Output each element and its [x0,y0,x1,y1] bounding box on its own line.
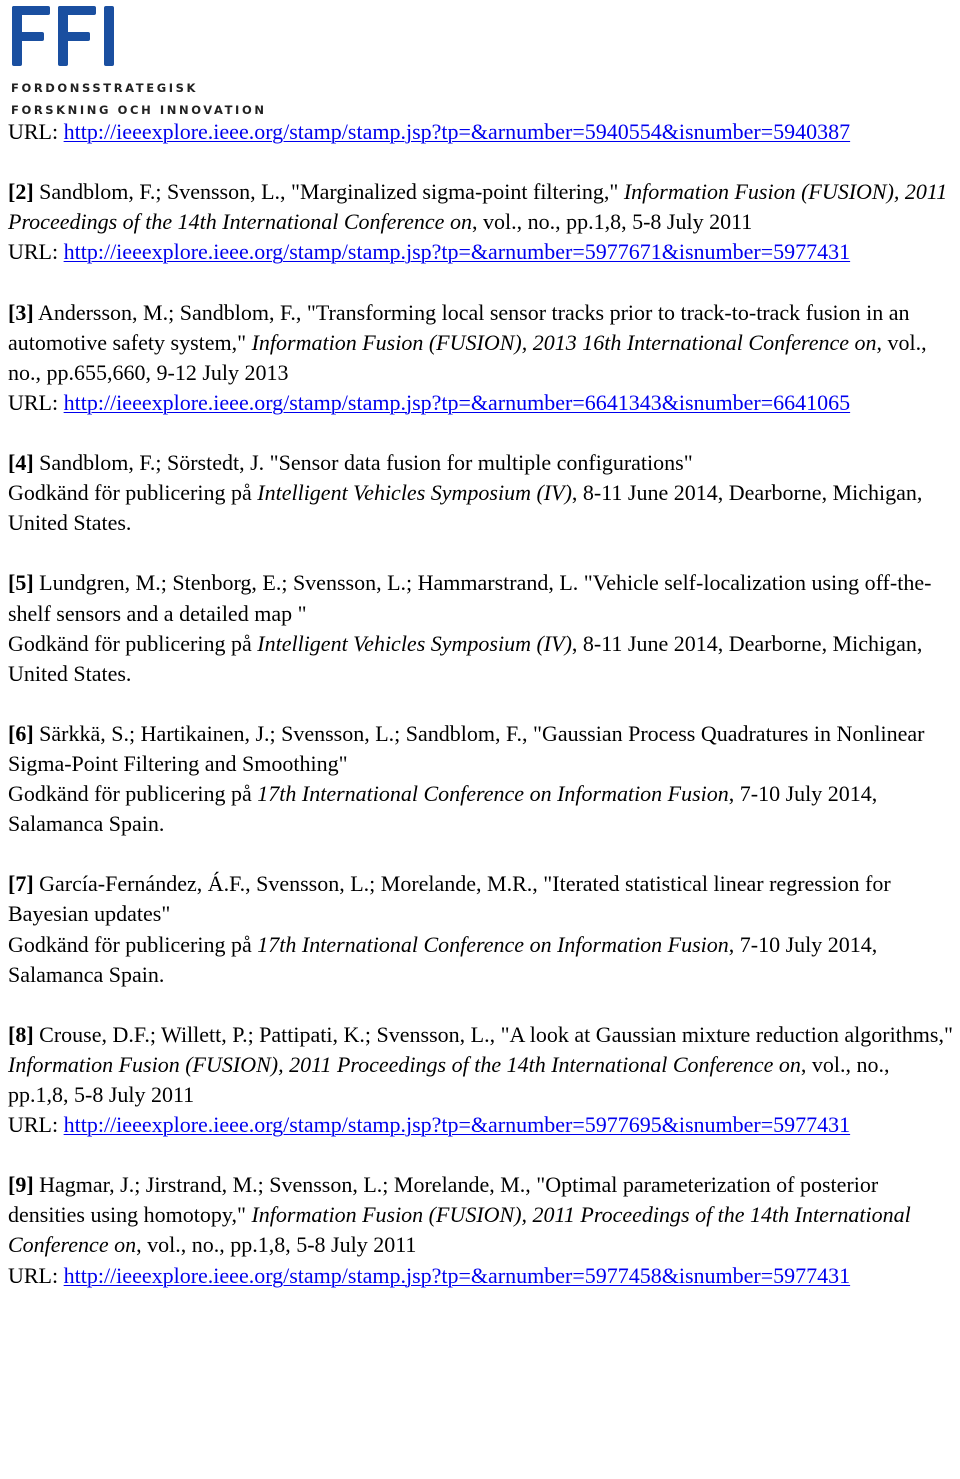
reference-item [8,177,954,267]
ref-venue: Information Fusion (FUSION), 2013 16th International Conference on [251,329,877,355]
ieee-link[interactable]: http://ieeexplore.ieee.org/stamp/stamp.jsp?tp=&arnumber=5977458&isnumber=5977431 [63,1262,851,1288]
ref-details: , 8-11 June 2014, Dearborne, Michigan, United States. [8,630,923,686]
reference-item [8,1170,954,1290]
ref-number: [5] [8,570,34,596]
ref-venue: Information Fusion (FUSION), 2011 Proceedings of the 14th International Conference on [8,1051,801,1077]
ffi-logo [6,2,267,118]
ref-approval: Godkänd för publicering på [8,630,258,656]
ref-venue: 17th International Conference on Information Fusion [257,931,729,957]
ref-number: [7] [8,871,34,897]
ref-number: [4] [8,450,34,476]
ref-venue: Information Fusion (FUSION), 2011 Proceedings of the 14th International Conference on [8,179,948,235]
ref-authors-title: Lundgren, M.; Stenborg, E.; Svensson, L.; Hammarstrand, L. "Vehicle self-localization using off-the-shelf sensors and a detailed map " [8,570,932,626]
ref-venue: Information Fusion (FUSION), 2011 Proceedings of the 14th International Conference on [8,1202,911,1258]
ref-details: , vol., no., pp.655,660, 9-12 July 2013 [8,329,927,385]
url-prefix: URL: [8,389,64,415]
ref-number: [3] [8,299,34,325]
reference-item [8,448,954,538]
ref-authors-title: Särkkä, S.; Hartikainen, J.; Svensson, L.; Sandblom, F., "Gaussian Process Quadratures in Nonlinear Sigma-Point Filtering and Smoothing" [8,720,925,776]
url-prefix: URL: [8,119,64,144]
ref-details: , vol., no., pp.1,8, 5-8 July 2011 [8,1051,890,1107]
ref-authors-title: Andersson, M.; Sandblom, F., "Transforming local sensor tracks prior to track-to-track fusion in an automotive safety system," [8,299,910,355]
ref-approval: Godkänd för publicering på [8,480,258,506]
ref-authors-title: Sandblom, F.; Svensson, L., "Marginalized sigma-point filtering," [33,179,624,205]
ref-number: [2] [8,179,34,205]
ref-venue: 17th International Conference on Information Fusion [257,781,729,807]
reference-item [8,298,954,418]
ieee-link[interactable]: http://ieeexplore.ieee.org/stamp/stamp.jsp?tp=&arnumber=6641343&isnumber=6641065 [63,389,851,415]
ref-details: , 7-10 July 2014, Salamanca Spain. [8,931,878,987]
ref-approval: Godkänd för publicering på [8,931,258,957]
logo-line-2: FORSKNING OCH INNOVATION [11,103,267,117]
ref-number: [8] [8,1021,34,1047]
reference-item [8,568,954,688]
ieee-link[interactable]: http://ieeexplore.ieee.org/stamp/stamp.jsp?tp=&arnumber=5977695&isnumber=5977431 [63,1112,851,1138]
ref-authors-title: Sandblom, F.; Sörstedt, J. "Sensor data fusion for multiple configurations" [33,450,693,476]
ref-venue: Intelligent Vehicles Symposium (IV) [257,480,572,506]
reference-list [8,117,954,1291]
url-prefix: URL: [8,1112,64,1138]
ref-details: , vol., no., pp.1,8, 5-8 July 2011 [471,209,753,235]
ref-number: [6] [8,720,34,746]
reference-item [8,719,954,839]
ref-authors-title: Crouse, D.F.; Willett, P.; Pattipati, K.; Svensson, L., "A look at Gaussian mixture reduction algorithms," [33,1021,953,1047]
url-prefix: URL: [8,1262,64,1288]
ieee-link[interactable]: http://ieeexplore.ieee.org/stamp/stamp.jsp?tp=&arnumber=5977671&isnumber=5977431 [63,239,851,265]
url-prefix: URL: [8,239,64,265]
reference-item [8,869,954,989]
ref-details: , 7-10 July 2014, Salamanca Spain. [8,781,878,837]
ref-venue: Intelligent Vehicles Symposium (IV) [257,630,572,656]
ref-details: , vol., no., pp.1,8, 5-8 July 2011 [136,1232,417,1258]
ref-approval: Godkänd för publicering på [8,781,258,807]
ffi-mark [12,6,114,66]
ref-number: [9] [8,1172,34,1198]
reference-item [8,1020,954,1140]
ref-authors-title: García-Fernández, Á.F., Svensson, L.; Morelande, M.R., "Iterated statistical linear regression for Bayesian updates" [8,871,891,927]
ref-authors-title: Hagmar, J.; Jirstrand, M.; Svensson, L.; Morelande, M., "Optimal parameterization of posterior densities using homotopy," [8,1172,879,1228]
ieee-link[interactable]: http://ieeexplore.ieee.org/stamp/stamp.jsp?tp=&arnumber=5940554&isnumber=5940387 [63,119,851,144]
logo-line-1: FORDONSSTRATEGISK [11,81,199,95]
top-url-block [8,117,954,147]
ref-details: , 8-11 June 2014, Dearborne, Michigan, United States. [8,480,923,536]
